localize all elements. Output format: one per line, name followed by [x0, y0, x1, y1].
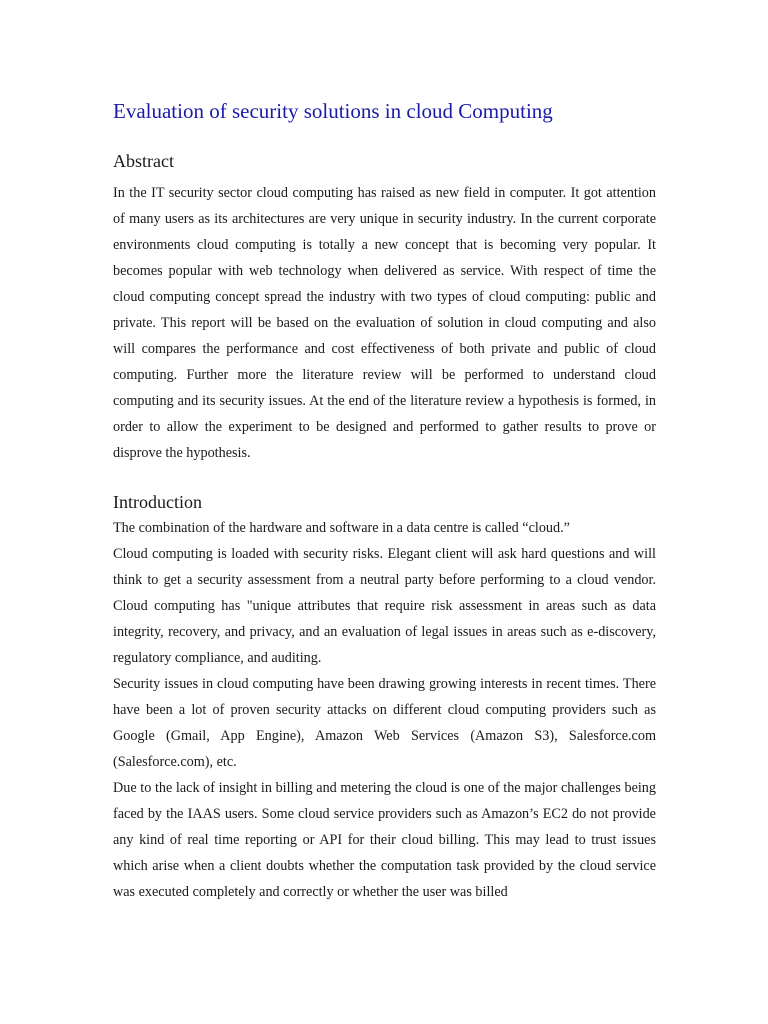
abstract-paragraph: In the IT security sector cloud computing has raised as new field in computer. It got attention of many users as its architectures are very unique in security industry. In the current corporate environments cloud computing is totally a new concept that is becoming very popular. It becomes popular with web technology when delivered as service. With respect of time the cloud computing concept spread the industry with two types of cloud computing: public and private. This report will be based on the evaluation of solution in cloud computing and also will compares the performance and cost effectiveness of both private and public of cloud computing. Further more the literature review will be performed to understand cloud computing and its security issues. At the end of the literature review a hypothesis is formed, in order to allow the experiment to be designed and performed to gather results to prove or disprove the hypothesis. [113, 185, 656, 461]
introduction-paragraph-2: Cloud computing is loaded with security risks. Elegant client will ask hard questions and will think to get a security assessment from a neutral party before performing to a cloud vendor. Cloud computing has "unique attributes that require risk assessment in areas such as data integrity, recovery, and privacy, and an evaluation of legal issues in areas such as e-discovery, regulatory compliance, and auditing. [113, 546, 656, 666]
introduction-paragraph-1: The combination of the hardware and software in a data centre is called “cloud.” [113, 520, 570, 536]
document-title: Evaluation of security solutions in cloud Computing [113, 99, 553, 123]
introduction-heading: Introduction [113, 492, 202, 512]
abstract-heading: Abstract [113, 151, 174, 171]
introduction-paragraph-3: Security issues in cloud computing have been drawing growing interests in recent times. There have been a lot of proven security attacks on different cloud computing providers such as Google (Gmail, App Engine), Amazon Web Services (Amazon S3), Salesforce.com (Salesforce.com), etc. [113, 676, 656, 770]
introduction-paragraph-4: Due to the lack of insight in billing and metering the cloud is one of the major challenges being faced by the IAAS users. Some cloud service providers such as Amazon’s EC2 do not provide any kind of real time reporting or API for their cloud billing. This may lead to trust issues which arise when a client doubts whether the computation task provided by the cloud service was executed completely and correctly or whether the user was billed [113, 780, 656, 900]
